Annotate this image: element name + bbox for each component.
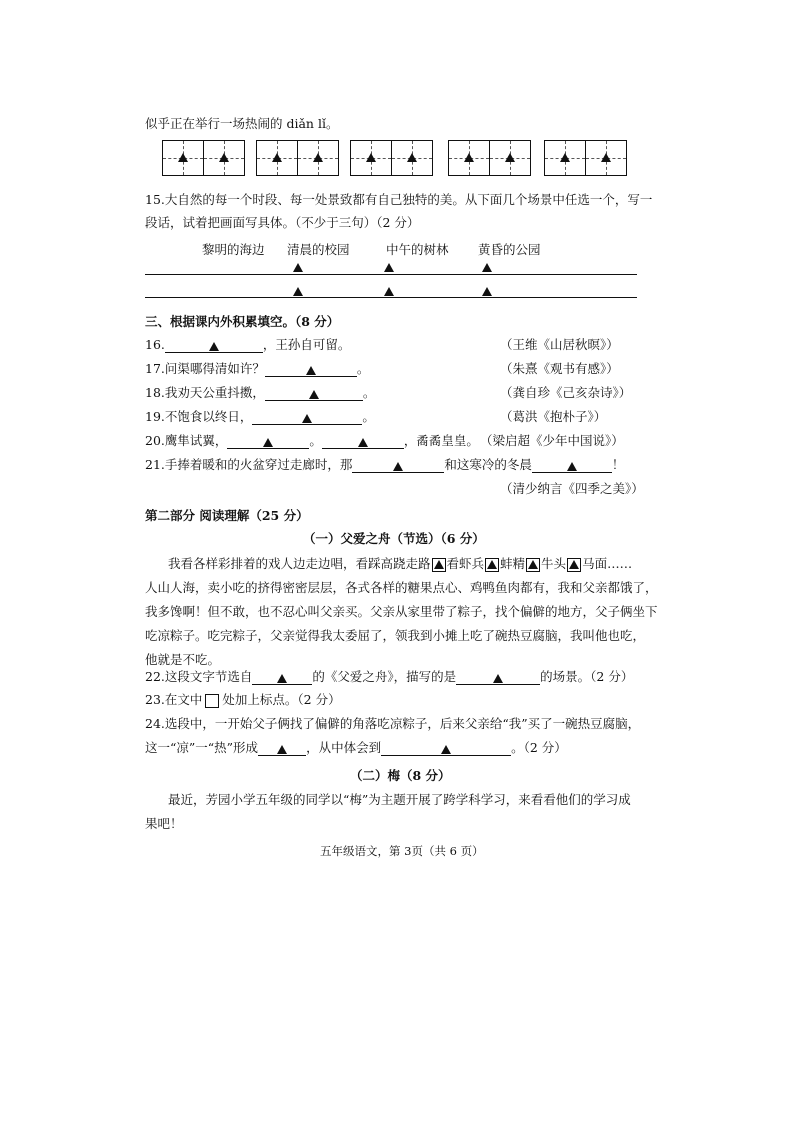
- q19: 19.不饱食以终日， 。: [145, 409, 375, 424]
- char-grid-2[interactable]: [256, 140, 339, 176]
- blank-marker: [293, 263, 303, 272]
- answer-blank[interactable]: [381, 741, 511, 756]
- passage1-title: （一）父爱之舟（节选）（6 分）: [303, 531, 485, 546]
- source-cite: （梁启超《少年中国说》）: [480, 433, 624, 448]
- passage2-line1: 最近，芳园小学五年级的同学以“梅”为主题开展了跨学科学习，来看看他们的学习成: [168, 792, 631, 807]
- blank-marker: [505, 153, 515, 162]
- blank-marker: [384, 287, 394, 296]
- answer-blank[interactable]: [252, 670, 312, 685]
- answer-blank[interactable]: [265, 386, 363, 401]
- passage1-line5: 他就是不吃。: [145, 652, 221, 667]
- answer-blank[interactable]: [258, 741, 306, 756]
- scene-option: 中午的树林: [386, 242, 449, 257]
- q22: 22.这段文字节选自 的《父爱之舟》，描写的是 的场景。（2 分）: [145, 669, 634, 684]
- char-grid-3[interactable]: [350, 140, 433, 176]
- blank-marker: [482, 287, 492, 296]
- q16: 16. ，王孙自可留。: [145, 337, 351, 352]
- source-cite: （王维《山居秋暝》）: [500, 337, 619, 352]
- part2-heading: 第二部分 阅读理解（25 分）: [145, 508, 309, 523]
- q18: 18.我劝天公重抖擞， 。: [145, 385, 376, 400]
- punct-box[interactable]: [526, 558, 540, 572]
- passage1-line1: 我看各样彩排着的戏人边走边唱，看踩高跷走路 看虾兵 蚌精 牛头 马面……: [168, 556, 633, 571]
- blank-marker: [482, 263, 492, 272]
- char-grid-1[interactable]: [162, 140, 245, 176]
- q15-line2: 段话，试着把画面写具体。（不少于三句）（2 分）: [145, 215, 420, 230]
- scene-option: 黎明的海边: [202, 242, 265, 257]
- scene-option: 清晨的校园: [287, 242, 350, 257]
- section3-heading: 三、根据课内外积累填空。（8 分）: [145, 314, 340, 329]
- blank-marker: [219, 153, 229, 162]
- q23: 23.在文中 处加上标点。（2 分）: [145, 692, 341, 707]
- punct-box[interactable]: [567, 558, 581, 572]
- answer-blank[interactable]: [322, 434, 404, 449]
- passage2-title: （二）梅（8 分）: [350, 768, 451, 783]
- page-footer: 五年级语文，第 3页（共 6 页）: [320, 844, 484, 858]
- q17: 17.问渠哪得清如许？ 。: [145, 361, 370, 376]
- intro-line: 似乎正在举行一场热闹的 diǎn lǐ。: [145, 116, 339, 131]
- answer-blank[interactable]: [456, 670, 540, 685]
- writing-line-1[interactable]: [145, 274, 637, 275]
- answer-blank[interactable]: [227, 434, 309, 449]
- blank-marker: [601, 153, 611, 162]
- char-grid-5[interactable]: [544, 140, 627, 176]
- passage1-line4: 吃凉粽子。吃完粽子，父亲觉得我太委屈了，领我到小摊上吃了碗热豆腐脑，我叫他也吃，: [145, 628, 646, 643]
- blank-marker: [293, 287, 303, 296]
- q20: 20.鹰隼试翼， 。 ，矞矞皇皇。: [145, 433, 479, 448]
- source-cite: （龚自珍《己亥杂诗》）: [500, 385, 632, 400]
- source-cite: （朱熹《观书有感》）: [500, 361, 619, 376]
- blank-marker: [313, 153, 323, 162]
- answer-blank[interactable]: [352, 458, 444, 473]
- q21: 21.手捧着暖和的火盆穿过走廊时，那 和这寒冷的冬晨 ！: [145, 457, 625, 472]
- q24-line2: 这一“凉”一“热”形成 ，从中体会到 。（2 分）: [145, 740, 567, 755]
- passage1-line3: 我多馋啊！但不敢，也不忍心叫父亲买。父亲从家里带了粽子，找个偏僻的地方，父子俩坐下: [145, 604, 658, 619]
- blank-marker: [560, 153, 570, 162]
- char-grid-4[interactable]: [448, 140, 531, 176]
- source-cite: （葛洪《抱朴子》）: [500, 409, 607, 424]
- punct-box[interactable]: [432, 558, 446, 572]
- blank-marker: [178, 153, 188, 162]
- q15-line1: 15.大自然的每一个时段、每一处景致都有自己独特的美。从下面几个场景中任选一个，写一: [145, 192, 653, 207]
- answer-blank[interactable]: [265, 362, 357, 377]
- empty-box-icon: [205, 694, 219, 708]
- source-cite: （清少纳言《四季之美》）: [500, 481, 644, 496]
- punct-box[interactable]: [485, 558, 499, 572]
- answer-blank[interactable]: [252, 410, 362, 425]
- blank-marker: [384, 263, 394, 272]
- blank-marker: [272, 153, 282, 162]
- blank-marker: [407, 153, 417, 162]
- blank-marker: [464, 153, 474, 162]
- passage2-line2: 果吧！: [145, 816, 183, 831]
- blank-marker: [366, 153, 376, 162]
- scene-option: 黄昏的公园: [478, 242, 541, 257]
- answer-blank[interactable]: [532, 458, 612, 473]
- passage1-line2: 人山人海，卖小吃的挤得密密层层，各式各样的糖果点心、鸡鸭鱼肉都有，我和父亲都饿了，: [145, 580, 658, 595]
- q24-line1: 24.选段中，一开始父子俩找了偏僻的角落吃凉粽子，后来父亲给“我”买了一碗热豆腐脑，: [145, 716, 641, 731]
- writing-line-2[interactable]: [145, 297, 637, 298]
- answer-blank[interactable]: [165, 338, 263, 353]
